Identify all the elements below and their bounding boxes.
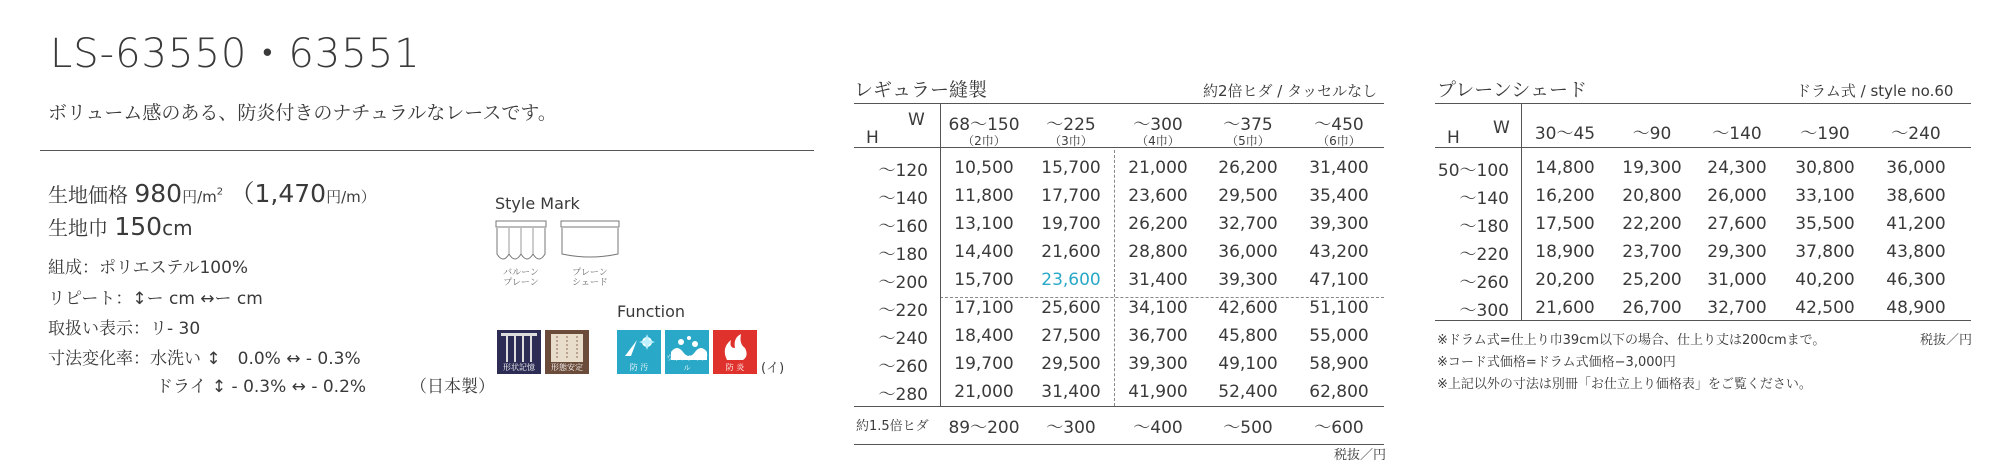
price-cell: 39,300 bbox=[1128, 354, 1188, 374]
regular-price-table bbox=[854, 154, 1384, 406]
price-cell: 10,500 bbox=[954, 158, 1014, 178]
price-cell: 26,200 bbox=[1128, 214, 1188, 234]
table-row bbox=[1435, 266, 1961, 294]
function-suffix: (イ) bbox=[761, 361, 785, 376]
price-cell: 28,800 bbox=[1128, 242, 1188, 262]
row-height-label: ～280 bbox=[878, 384, 928, 405]
price-cell: 17,100 bbox=[954, 298, 1014, 318]
table-row bbox=[854, 238, 1384, 266]
dimension-change-dry bbox=[156, 372, 366, 397]
fabric-price-value: 980 bbox=[134, 179, 183, 208]
price-cell: 40,200 bbox=[1795, 270, 1855, 290]
regular-bottom-rule bbox=[854, 406, 1384, 407]
price-cell: 21,000 bbox=[954, 382, 1014, 402]
dry-values: ↕ - 0.3% ↔ - 0.2% bbox=[211, 377, 367, 397]
row-height-label: ～240 bbox=[878, 328, 928, 349]
row-height-label: ～260 bbox=[878, 356, 928, 377]
regular-footer-4: ～600 bbox=[1314, 418, 1364, 438]
price-cell: 46,300 bbox=[1886, 270, 1946, 290]
price-cell: 41,900 bbox=[1128, 382, 1188, 402]
price-cell: 23,600 bbox=[1128, 186, 1188, 206]
regular-top-rule bbox=[854, 103, 1384, 104]
price-cell: 34,100 bbox=[1128, 298, 1188, 318]
regular-footer-3: ～500 bbox=[1223, 418, 1273, 438]
plain-title: プレーンシェード bbox=[1437, 79, 1588, 101]
plain-header-rule bbox=[1435, 147, 1971, 148]
table-row bbox=[1435, 294, 1961, 322]
plain-shade-caption: プレーン シェード bbox=[572, 268, 608, 288]
price-cell: 30,800 bbox=[1795, 158, 1855, 178]
price-cell: 21,600 bbox=[1535, 298, 1595, 318]
plain-price-table bbox=[1435, 154, 1961, 322]
price-cell: 20,200 bbox=[1535, 270, 1595, 290]
row-height-label: ～260 bbox=[1459, 272, 1509, 293]
price-cell: 27,500 bbox=[1041, 326, 1101, 346]
function-title: Function bbox=[617, 302, 686, 321]
price-cell: 29,500 bbox=[1218, 186, 1278, 206]
plain-h-label: H bbox=[1447, 128, 1460, 148]
table-row bbox=[854, 210, 1384, 238]
dry-label: ドライ bbox=[156, 377, 207, 397]
regular-footer-rule bbox=[854, 444, 1384, 445]
washable-icon: ウォッシャブル bbox=[665, 330, 709, 374]
price-cell: 45,800 bbox=[1218, 326, 1278, 346]
table-row bbox=[1435, 238, 1961, 266]
divider bbox=[40, 150, 814, 151]
price-cell: 13,100 bbox=[954, 214, 1014, 234]
repeat: リピート：↕ー cm ↔ー cm bbox=[48, 289, 263, 309]
price-cell: 26,200 bbox=[1218, 158, 1278, 178]
antifouling-icon: 防 汚 bbox=[617, 330, 661, 374]
balloon-plain-caption: バルーン プレーン bbox=[503, 268, 539, 288]
price-cell: 55,000 bbox=[1309, 326, 1369, 346]
price-cell: 33,100 bbox=[1795, 186, 1855, 206]
fabric-price-unit: 円/m bbox=[182, 188, 217, 206]
row-height-label: ～220 bbox=[878, 300, 928, 321]
care-label: 取扱い表示：リ- 30 bbox=[48, 319, 201, 339]
price-cell: 17,700 bbox=[1041, 186, 1101, 206]
regular-col-1: ～225 （3巾） bbox=[1046, 115, 1096, 148]
regular-footer-0: 89～200 bbox=[948, 418, 1020, 438]
price-cell: 25,600 bbox=[1041, 298, 1101, 318]
price-cell: 39,300 bbox=[1218, 270, 1278, 290]
regular-col-3: ～375 （5巾） bbox=[1223, 115, 1273, 148]
row-height-label: ～180 bbox=[878, 244, 928, 265]
balloon-plain-icon bbox=[495, 220, 547, 266]
price-cell: 31,400 bbox=[1309, 158, 1369, 178]
regular-footer-label: 約1.5倍ヒダ bbox=[856, 419, 929, 434]
regular-footer-1: ～300 bbox=[1046, 418, 1096, 438]
row-height-label: ～200 bbox=[878, 272, 928, 293]
table-row bbox=[854, 322, 1384, 350]
price-cell: 42,600 bbox=[1218, 298, 1278, 318]
table-row bbox=[854, 350, 1384, 378]
regular-footer-2: ～400 bbox=[1133, 418, 1183, 438]
row-height-label: 50～100 bbox=[1437, 160, 1509, 181]
plain-shade-icon bbox=[560, 220, 620, 266]
price-cell: 19,700 bbox=[1041, 214, 1101, 234]
price-cell: 23,600 bbox=[1041, 270, 1101, 290]
plain-note-0: ※ドラム式=仕上り巾39cm以下の場合、仕上り丈は200cmまで。 bbox=[1437, 333, 1826, 348]
plain-col-0: 30～45 bbox=[1534, 124, 1596, 144]
price-cell: 18,900 bbox=[1535, 242, 1595, 262]
price-cell: 16,200 bbox=[1535, 186, 1595, 206]
regular-title: レギュラー縫製 bbox=[854, 79, 988, 101]
plain-note-2: ※上記以外の寸法は別冊「お仕立上り価格表」をご覧ください。 bbox=[1437, 377, 1812, 392]
row-height-label: ～220 bbox=[1459, 244, 1509, 265]
fabric-width bbox=[48, 212, 193, 241]
price-cell: 58,900 bbox=[1309, 354, 1369, 374]
price-cell: 35,400 bbox=[1309, 186, 1369, 206]
regular-h-label: H bbox=[866, 128, 879, 148]
price-cell: 24,300 bbox=[1707, 158, 1767, 178]
price-cell: 49,100 bbox=[1218, 354, 1278, 374]
fabric-price-per-m: （1,470 bbox=[229, 179, 327, 208]
price-cell: 31,400 bbox=[1041, 382, 1101, 402]
plain-w-label: W bbox=[1493, 118, 1510, 138]
plain-note: ドラム式 / style no.60 bbox=[1796, 82, 1954, 100]
product-code: LS-63550・63551 bbox=[50, 31, 421, 77]
row-height-label: ～300 bbox=[1459, 300, 1509, 321]
price-cell: 14,800 bbox=[1535, 158, 1595, 178]
regular-col-4: ～450 （6巾） bbox=[1314, 115, 1364, 148]
price-cell: 25,200 bbox=[1622, 270, 1682, 290]
composition: 組成：ポリエステル100% bbox=[48, 258, 249, 278]
plain-col-3: ～190 bbox=[1800, 124, 1850, 144]
price-cell: 35,500 bbox=[1795, 214, 1855, 234]
row-height-label: ～140 bbox=[878, 188, 928, 209]
price-cell: 15,700 bbox=[954, 270, 1014, 290]
fabric-price-label: 生地価格 bbox=[48, 183, 128, 207]
product-description: ボリューム感のある、防炎付きのナチュラルなレースです。 bbox=[48, 102, 557, 124]
price-cell: 14,400 bbox=[954, 242, 1014, 262]
dimension-change-label: 寸法変化率： bbox=[48, 349, 150, 369]
row-height-label: ～180 bbox=[1459, 216, 1509, 237]
price-cell: 26,700 bbox=[1622, 298, 1682, 318]
regular-header-table bbox=[940, 110, 1384, 148]
table-row bbox=[1435, 154, 1961, 182]
price-cell: 29,500 bbox=[1041, 354, 1101, 374]
price-cell: 29,300 bbox=[1707, 242, 1767, 262]
shape-stable-icon: 形態安定 bbox=[545, 330, 589, 374]
price-cell: 27,600 bbox=[1707, 214, 1767, 234]
wash-label: 水洗い bbox=[150, 349, 201, 369]
price-cell: 31,400 bbox=[1128, 270, 1188, 290]
table-row bbox=[854, 294, 1384, 322]
price-cell: 20,800 bbox=[1622, 186, 1682, 206]
plain-header-table bbox=[1521, 119, 1961, 144]
table-row bbox=[1435, 182, 1961, 210]
price-cell: 51,100 bbox=[1309, 298, 1369, 318]
price-cell: 32,700 bbox=[1218, 214, 1278, 234]
price-cell: 21,600 bbox=[1041, 242, 1101, 262]
price-cell: 36,700 bbox=[1128, 326, 1188, 346]
plain-tax-note: 税抜／円 bbox=[1920, 333, 1973, 348]
price-cell: 21,000 bbox=[1128, 158, 1188, 178]
regular-w-label: W bbox=[908, 110, 925, 130]
style-mark-title: Style Mark bbox=[495, 194, 580, 213]
regular-tax-note: 税抜／円 bbox=[1334, 448, 1387, 463]
price-cell: 39,300 bbox=[1309, 214, 1369, 234]
table-row bbox=[854, 266, 1384, 294]
row-height-label: ～160 bbox=[878, 216, 928, 237]
price-cell: 36,000 bbox=[1218, 242, 1278, 262]
price-cell: 37,800 bbox=[1795, 242, 1855, 262]
fabric-price bbox=[48, 174, 376, 210]
shape-memory-icon: 形状記憶 bbox=[497, 330, 541, 374]
price-cell: 19,700 bbox=[954, 354, 1014, 374]
flame-retardant-icon: 防 炎 bbox=[713, 330, 757, 374]
price-cell: 11,800 bbox=[954, 186, 1014, 206]
plain-top-rule bbox=[1435, 103, 1971, 104]
plain-col-4: ～240 bbox=[1891, 124, 1941, 144]
regular-footer-table bbox=[940, 413, 1384, 438]
price-cell: 19,300 bbox=[1622, 158, 1682, 178]
plain-col-1: ～90 bbox=[1632, 124, 1672, 144]
price-cell: 52,400 bbox=[1218, 382, 1278, 402]
table-row bbox=[854, 378, 1384, 406]
row-height-label: ～120 bbox=[878, 160, 928, 181]
price-cell: 31,000 bbox=[1707, 270, 1767, 290]
price-cell: 42,500 bbox=[1795, 298, 1855, 318]
table-row bbox=[1435, 210, 1961, 238]
origin: （日本製） bbox=[410, 377, 495, 397]
price-cell: 43,800 bbox=[1886, 242, 1946, 262]
price-cell: 48,900 bbox=[1886, 298, 1946, 318]
plain-col-2: ～140 bbox=[1712, 124, 1762, 144]
regular-col-0: 68～150 （2巾） bbox=[948, 115, 1020, 148]
table-row bbox=[854, 182, 1384, 210]
price-cell: 38,600 bbox=[1886, 186, 1946, 206]
regular-note: 約2倍ヒダ / タッセルなし bbox=[1203, 82, 1378, 100]
price-cell: 18,400 bbox=[954, 326, 1014, 346]
price-cell: 43,200 bbox=[1309, 242, 1369, 262]
price-cell: 15,700 bbox=[1041, 158, 1101, 178]
regular-col-2: ～300 （4巾） bbox=[1133, 115, 1183, 148]
price-cell: 32,700 bbox=[1707, 298, 1767, 318]
dimension-change-wash bbox=[48, 344, 361, 369]
fabric-price-sup: 2 bbox=[216, 186, 224, 198]
price-cell: 17,500 bbox=[1535, 214, 1595, 234]
plain-note-1: ※コード式価格=ドラム式価格−3,000円 bbox=[1437, 355, 1676, 370]
fabric-width-value: 150 bbox=[114, 212, 163, 241]
price-cell: 22,200 bbox=[1622, 214, 1682, 234]
price-cell: 23,700 bbox=[1622, 242, 1682, 262]
row-height-label: ～140 bbox=[1459, 188, 1509, 209]
price-cell: 36,000 bbox=[1886, 158, 1946, 178]
price-cell: 47,100 bbox=[1309, 270, 1369, 290]
fabric-width-unit: cm bbox=[162, 216, 193, 240]
fabric-price-per-m-unit: 円/m） bbox=[326, 188, 376, 206]
table-row bbox=[854, 154, 1384, 182]
fabric-width-label: 生地巾 bbox=[48, 216, 108, 240]
wash-values: ↕ 0.0% ↔ - 0.3% bbox=[206, 349, 361, 369]
price-cell: 62,800 bbox=[1309, 382, 1369, 402]
price-cell: 41,200 bbox=[1886, 214, 1946, 234]
price-cell: 26,000 bbox=[1707, 186, 1767, 206]
